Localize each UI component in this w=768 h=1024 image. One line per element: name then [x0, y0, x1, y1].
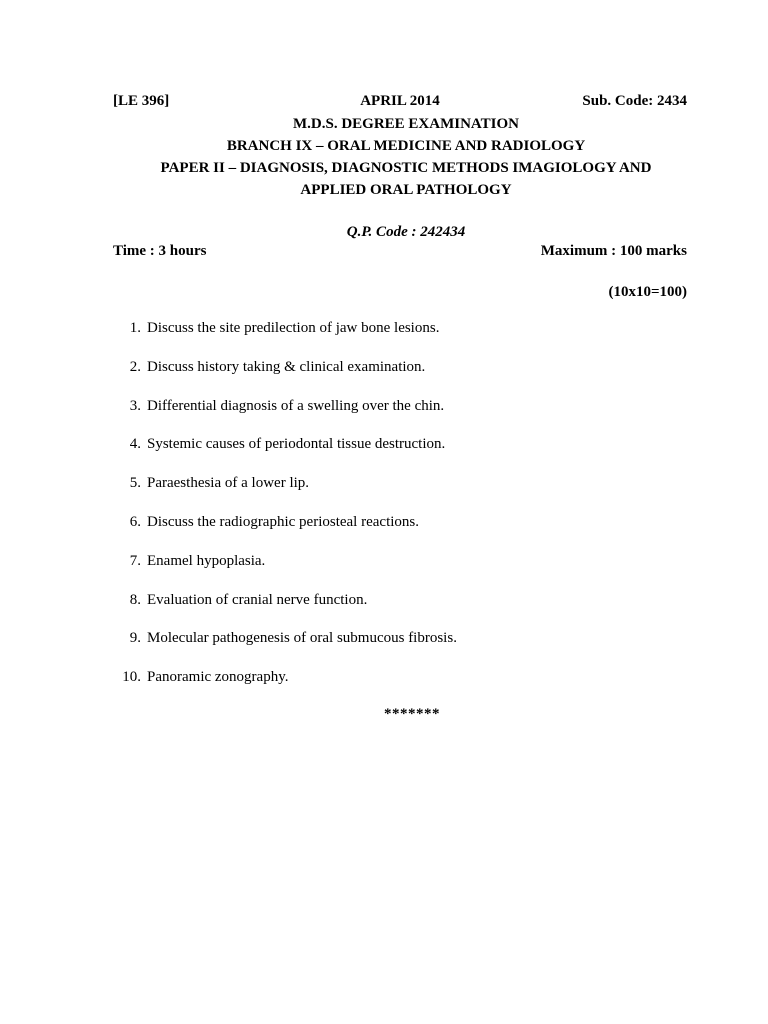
question-list [113, 320, 693, 708]
header-row [113, 93, 687, 115]
question-number: 8. [129, 591, 141, 608]
paper-title: PAPER II – DIAGNOSIS, DIAGNOSTIC METHODS IMAGIOLOGY AND [160, 160, 652, 176]
question-number: 3. [129, 397, 141, 414]
question-text: Molecular pathogenesis of oral submucous fibrosis. [147, 630, 457, 647]
paper-title-continued: APPLIED ORAL PATHOLOGY [300, 182, 512, 198]
branch-title: BRANCH IX – ORAL MEDICINE AND RADIOLOGY [226, 138, 586, 154]
question-number: 5. [129, 475, 141, 492]
paper-code: [LE 396] [113, 93, 170, 109]
question-number: 4. [129, 436, 141, 453]
question-item [113, 320, 693, 359]
question-text: Enamel hypoplasia. [147, 552, 266, 569]
question-number: 1. [129, 320, 141, 336]
subject-code: Sub. Code: 2434 [582, 93, 687, 109]
exam-date: APRIL 2014 [360, 93, 440, 109]
maximum-marks: Maximum : 100 marks [540, 243, 687, 259]
end-of-paper-mark: ******* [384, 706, 440, 722]
question-text: Paraesthesia of a lower lip. [147, 475, 310, 492]
question-item [113, 553, 693, 592]
question-number: 10. [122, 669, 141, 686]
time-allowed: Time : 3 hours [113, 243, 207, 259]
question-item [113, 359, 693, 398]
marks-scheme: (10x10=100) [608, 284, 687, 300]
question-item [113, 436, 693, 475]
question-text: Discuss the site predilection of jaw bone lesions. [147, 320, 440, 336]
question-item [113, 475, 693, 514]
question-item [113, 514, 693, 553]
question-item [113, 630, 693, 669]
qp-code: Q.P. Code : 242434 [346, 224, 466, 240]
degree-title: M.D.S. DEGREE EXAMINATION [293, 116, 519, 132]
question-item [113, 398, 693, 437]
question-text: Discuss history taking & clinical examination. [147, 358, 426, 375]
question-text: Discuss the radiographic periosteal reactions. [147, 513, 419, 530]
question-item [113, 592, 693, 631]
question-number: 7. [129, 552, 141, 569]
question-number: 6. [129, 513, 141, 530]
question-item [113, 669, 693, 708]
question-text: Panoramic zonography. [147, 669, 289, 686]
question-text: Evaluation of cranial nerve function. [147, 591, 368, 608]
question-text: Systemic causes of periodontal tissue destruction. [147, 436, 446, 453]
question-number: 2. [129, 358, 141, 375]
exam-meta-row [113, 243, 687, 265]
question-text: Differential diagnosis of a swelling over the chin. [147, 397, 445, 414]
question-number: 9. [129, 630, 141, 647]
